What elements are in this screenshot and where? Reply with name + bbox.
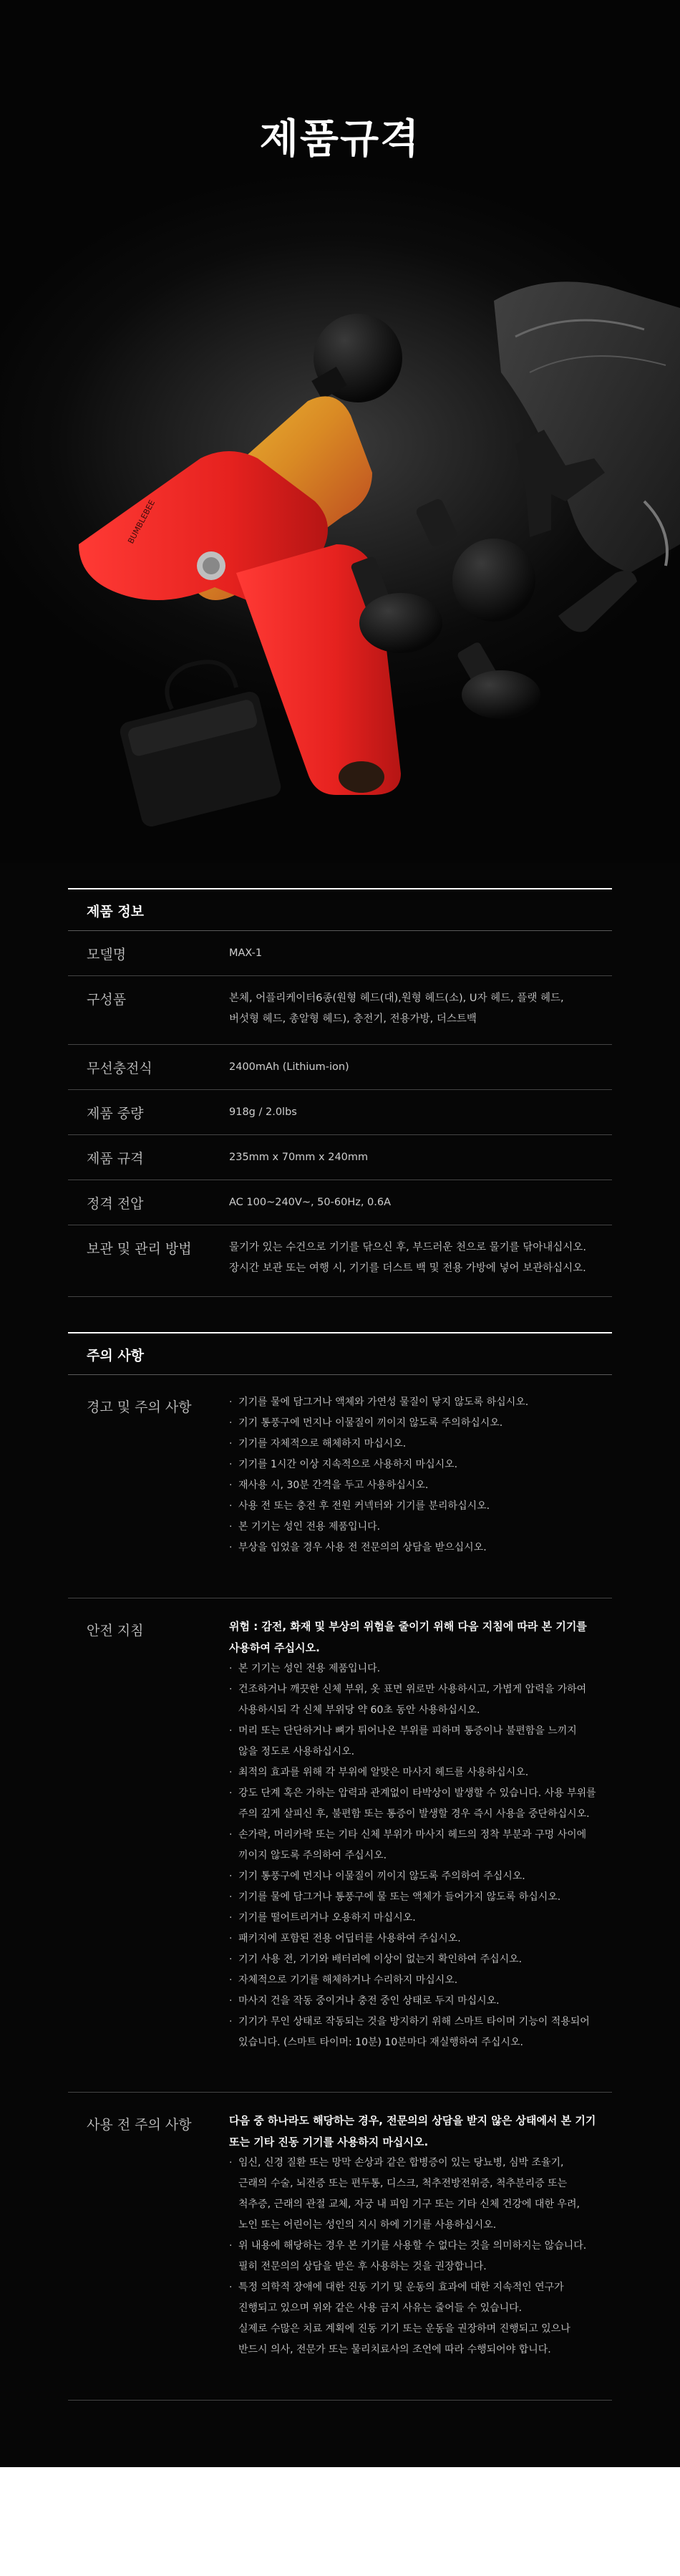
spec-row-dimensions <box>68 1135 612 1180</box>
list-item: · 특정 의학적 장애에 대한 진동 기기 및 운동의 효과에 대한 지속적인 연구가 진행되고 있으며 위와 같은 사용 금지 사유는 줄어들 수 있습니다. <box>229 2277 605 2319</box>
charger <box>118 662 283 829</box>
safety-lead-line: 사용하여 주십시오. <box>229 1641 320 1654</box>
spec-table <box>68 888 612 1303</box>
spec-value-line: 본체, 어플리케이터6종(원형 헤드(대),원형 헤드(소), U자 헤드, 플랫 헤드, <box>229 993 564 1004</box>
spec-value-line: 장시간 보관 또는 여행 시, 기기를 더스트 백 및 전용 가방에 넣어 보관하십시오. <box>229 1263 586 1274</box>
spec-value <box>229 988 601 1030</box>
list-item: · 강도 단계 혹은 가하는 압력과 관계없이 타박상이 발생할 수 있습니다. 사용 부위를 주의 깊게 살피신 후, 불편함 또는 통증이 발생할 경우 즉시 사용을 중단하십시오. <box>229 1783 605 1825</box>
safety-label: 안전 지침 <box>87 1623 144 1639</box>
list-item: · 최적의 효과를 위해 각 부위에 알맞은 마사지 헤드를 사용하십시오. <box>229 1762 605 1783</box>
spec-value: AC 100~240V~, 50-60Hz, 0.6A <box>229 1197 392 1208</box>
list-item: · 마사지 건을 작동 중이거나 충전 중인 상태로 두지 마십시오. <box>229 1991 605 2012</box>
list-item: · 본 기기는 성인 전용 제품입니다. <box>229 1517 605 1538</box>
spec-row-model <box>68 931 612 976</box>
safety-block <box>68 1598 612 2093</box>
list-item: · 기기를 물에 담그거나 액체와 가연성 물질이 닿지 않도록 하십시오. <box>229 1392 605 1413</box>
list-item: · 위 내용에 해당하는 경우 본 기기를 사용할 수 없다는 것을 의미하지는 않습니다. 필히 전문의의 상담을 받은 후 사용하는 것을 권장합니다. <box>229 2236 605 2277</box>
spec-value-line: 물기가 있는 수건으로 기기를 닦으신 후, 부드러운 천으로 물기를 닦아내십시오. <box>229 1242 586 1253</box>
spec-heading-bar <box>68 888 612 931</box>
list-item: · 기기 사용 전, 기기와 배터리에 이상이 없는지 확인하여 주십시오. <box>229 1949 605 1970</box>
device-brand-text: BUMBLEBEE <box>126 498 157 546</box>
hero-section <box>0 0 680 863</box>
spec-row-components <box>68 976 612 1045</box>
list-item: · 패키지에 포함된 전용 어딥터를 사용하여 주십시오. <box>229 1929 605 1949</box>
spec-row-voltage <box>68 1180 612 1225</box>
spec-label: 보관 및 관리 방법 <box>87 1241 192 1257</box>
spec-label: 제품 중량 <box>87 1106 144 1121</box>
caution-section <box>68 1332 612 2355</box>
list-item: · 자체적으로 기기를 해체하거나 수리하지 마십시오. <box>229 1970 605 1991</box>
before-use-tail: 실제로 수많은 치료 계획에 진동 기기 또는 운동을 권장하며 진행되고 있으나 반드시 의사, 전문가 또는 물리치료사의 조언에 따라 수행되어야 합니다. <box>238 2323 570 2355</box>
list-item: · 건조하거나 깨끗한 신체 부위, 옷 표면 위로만 사용하시고, 가볍게 압력을 가하여 사용하시되 각 신체 부위당 약 60초 동안 사용하십시오. <box>229 1679 605 1721</box>
safety-lead <box>229 1616 605 1659</box>
list-item: · 사용 전 또는 충전 후 전원 커넥터와 기기를 분리하십시오. <box>229 1496 605 1517</box>
spec-value-line: 버섯형 헤드, 총알형 헤드), 충전기, 전용가방, 더스트백 <box>229 1013 477 1025</box>
before-use-lead-line: 다음 중 하나라도 해당하는 경우, 전문의의 상담을 받지 않은 상태에서 본 기기 <box>229 2114 596 2127</box>
before-use-block <box>68 2093 612 2401</box>
list-item: · 임신, 신경 질환 또는 망막 손상과 같은 합병증이 있는 당뇨병, 심박 조율기, 근래의 수술, 뇌전증 또는 편두통, 디스크, 척추전방전위증, 척추분리증 또는 척추증, 근래의 관절 교체, 자궁 내 피임 기구 또는 기타 신체 건강에 대한 우려, 노인 또는 어린이는 성인의 지시 하에 기기를 사용하십시오. <box>229 2153 605 2236</box>
caution-heading-bar <box>68 1332 612 1375</box>
list-item: · 본 기기는 성인 전용 제품입니다. <box>229 1659 605 1679</box>
warning-label: 경고 및 주의 사항 <box>87 1399 192 1415</box>
spec-label: 정격 전압 <box>87 1196 144 1212</box>
spec-label: 모델명 <box>87 947 127 963</box>
spec-value: 918g / 2.0lbs <box>229 1106 297 1118</box>
spec-row-battery <box>68 1045 612 1090</box>
caution-heading: 주의 사항 <box>87 1348 145 1364</box>
list-item: · 기기를 떨어트리거나 오용하지 마십시오. <box>229 1908 605 1929</box>
warning-block <box>68 1375 612 1598</box>
list-item: · 재사용 시, 30분 간격을 두고 사용하십시오. <box>229 1475 605 1496</box>
page-title: 제품규격 <box>259 116 421 163</box>
spec-label: 제품 규격 <box>87 1151 144 1167</box>
safety-list <box>229 1616 605 2053</box>
list-item: · 기기를 자체적으로 해체하지 마십시오. <box>229 1434 605 1455</box>
spec-value: MAX-1 <box>229 947 263 959</box>
list-item: · 머리 또는 단단하거나 뼈가 튀어나온 부위를 피하며 통증이나 불편함을 느끼지 않을 정도로 사용하십시오. <box>229 1721 605 1762</box>
list-item: · 기기 통풍구에 먼지나 이물질이 끼이지 않도록 주의하여 주십시오. <box>229 1866 605 1887</box>
spec-row-storage <box>68 1225 612 1297</box>
spec-value: 235mm x 70mm x 240mm <box>229 1152 369 1163</box>
before-use-lead-line: 또는 기타 진동 기기를 사용하지 마십시오. <box>229 2136 429 2148</box>
list-item: · 기기 통풍구에 먼지나 이물질이 끼이지 않도록 주의하십시오. <box>229 1413 605 1434</box>
spec-heading: 제품 정보 <box>87 904 145 920</box>
list-item: · 기기를 물에 담그거나 통풍구에 물 또는 액체가 들어가지 않도록 하십시오. <box>229 1887 605 1908</box>
attachments <box>350 430 637 719</box>
spec-value: 2400mAh (Lithium-ion) <box>229 1061 349 1073</box>
warning-list <box>229 1392 605 1558</box>
before-use-label: 사용 전 주의 사항 <box>87 2117 192 2133</box>
page-bottom-spacer <box>0 2467 680 2576</box>
list-item: · 기기가 무인 상태로 작동되는 것을 방지하기 위해 스마트 타이머 기능이 적용되어 있습니다. (스마트 타이머: 10분) 10분마다 재실행하여 주십시오. <box>229 2012 605 2053</box>
before-use-lead <box>229 2110 605 2153</box>
list-item: · 부상을 입었을 경우 사용 전 전문의의 상담을 받으십시오. <box>229 1538 605 1558</box>
carry-bag <box>494 281 680 573</box>
spec-value <box>229 1238 601 1279</box>
list-item: · 손가락, 머리카락 또는 기타 신체 부위가 마사지 헤드의 정착 부분과 구멍 사이에 끼이지 않도록 주의하여 주십시오. <box>229 1825 605 1866</box>
spec-label: 무선충전식 <box>87 1061 152 1076</box>
before-use-list <box>229 2110 605 2360</box>
list-item: · 기기를 1시간 이상 지속적으로 사용하지 마십시오. <box>229 1455 605 1475</box>
safety-lead-line: 위험 : 감전, 화재 및 부상의 위험을 줄이기 위해 다음 지침에 따라 본 기기를 <box>229 1620 587 1633</box>
spec-row-weight <box>68 1090 612 1135</box>
spec-label: 구성품 <box>87 992 127 1008</box>
